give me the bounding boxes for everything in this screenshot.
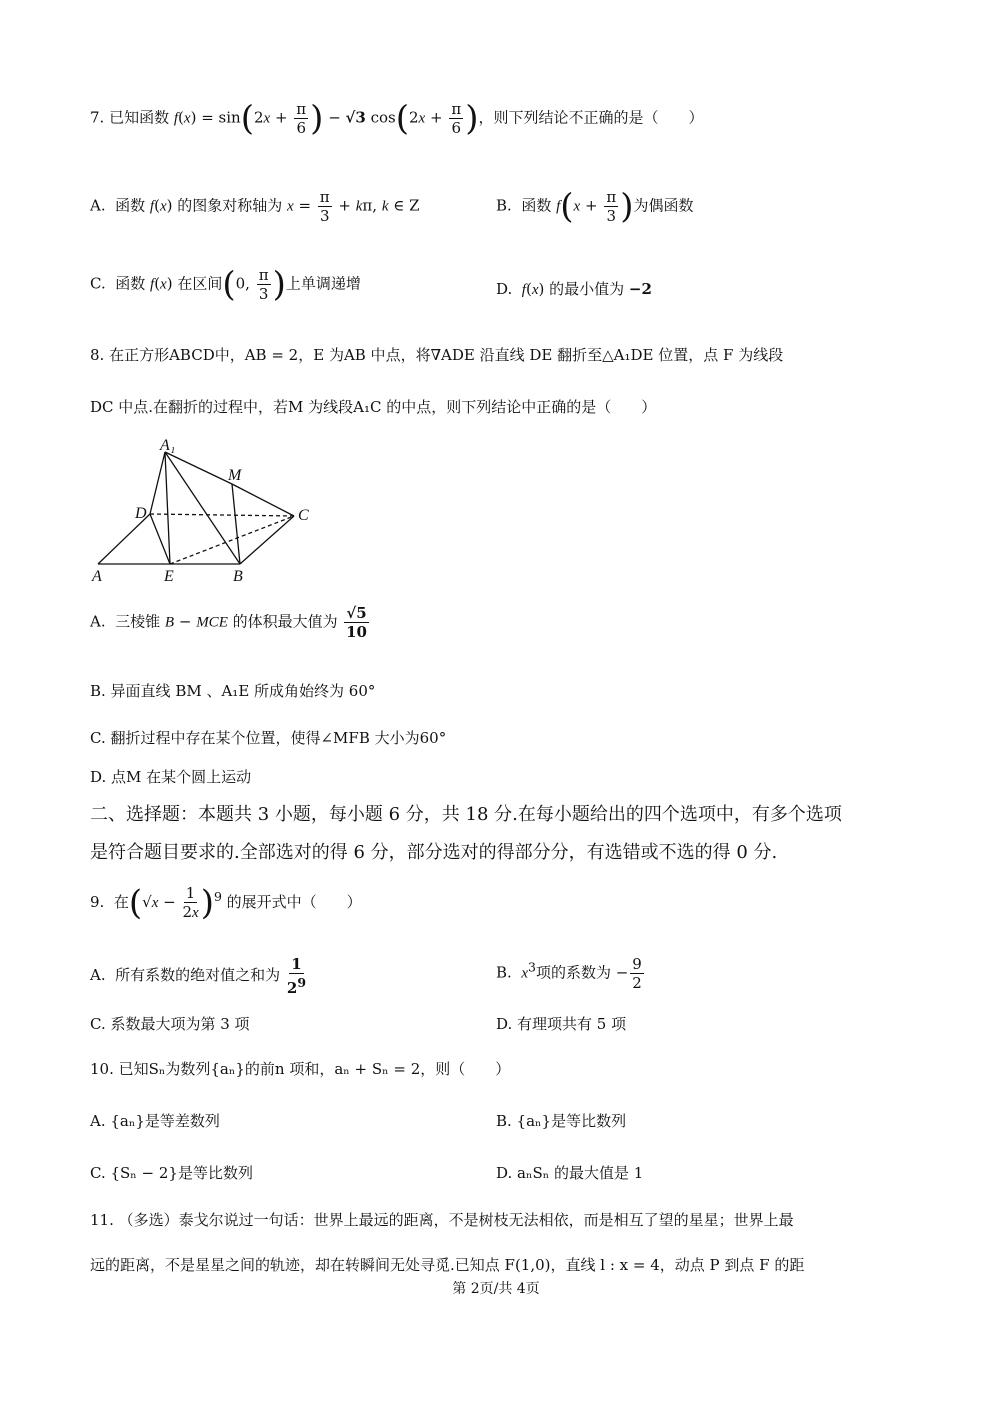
q9-option-c[interactable]: C. 系数最大项为第 3 项: [90, 1015, 250, 1033]
q10-option-c[interactable]: C. {Sₙ − 2}是等比数列: [90, 1164, 253, 1182]
section2-line1: 二、选择题：本题共 3 小题，每小题 6 分，共 18 分.在每小题给出的四个选项中，有多个选项: [90, 804, 842, 825]
q7-option-c[interactable]: C. 函数 f(x) 在区间(0, $\frac{\pi}{3}$ )上单调递增: [90, 264, 361, 305]
q7-option-a[interactable]: A. 函数 f(x) 的图象对称轴为 x = $\frac{\pi}{3}$ + kπ, k ∈ Z: [90, 188, 420, 225]
q9-option-a[interactable]: A. 所有系数的绝对值之和为 $\frac{1}{2^9}$: [90, 955, 307, 997]
q8-line1: 8. 在正方形ABCD中，AB = 2，E 为AB 中点，将∇ADE 沿直线 DE 翻折至△A₁DE 位置，点 F 为线段: [90, 346, 784, 364]
q7-stem-text: 7. 已知函数: [90, 108, 170, 127]
label-e: E: [164, 568, 174, 585]
q8-line2: DC 中点.在翻折的过程中，若M 为线段A₁C 的中点，则下列结论中正确的是（ ）: [90, 398, 657, 416]
label-d: D: [135, 505, 147, 522]
q10-option-b[interactable]: B. {aₙ}是等比数列: [496, 1112, 627, 1130]
q7-stem: 7. 已知函数 f(x) = sin(2x + $\frac{\pi}{6}$ ) − √3 cos(2x + $\frac{\pi}{6}$ )，则下列结论不正确的是（ ）: [90, 98, 704, 139]
q11-line1: 11. （多选）泰戈尔说过一句话：世界上最远的距离，不是树枝无法相依，而是相互了望的星星；世界上最: [90, 1211, 794, 1229]
label-a: A: [92, 568, 102, 585]
q9-option-d[interactable]: D. 有理项共有 5 项: [496, 1015, 627, 1033]
q11-line2: 远的距离，不是星星之间的轨迹，却在转瞬间无处寻觅.已知点 F(1,0)，直线 l : x = 4，动点 P 到点 F 的距: [90, 1256, 805, 1274]
label-c: C: [298, 507, 309, 524]
label-m: M: [228, 467, 242, 484]
q9-stem: 9. 在(√x − $\frac{1}{2x}$ )$^9$ 的展开式中（ ）: [90, 883, 362, 923]
page-footer: 第 2页/共 4页: [452, 1281, 540, 1297]
q7-option-b[interactable]: B. 函数 f(x + $\frac{\pi}{3}$ )为偶函数: [496, 186, 694, 227]
label-b: B: [233, 568, 243, 585]
label-a1: A₁: [160, 437, 176, 454]
q10-option-d[interactable]: D. aₙSₙ 的最大值是 1: [496, 1164, 644, 1182]
q8-figure: [90, 436, 320, 586]
q9-option-b[interactable]: B. $x^3$项的系数为 − $\frac{9}{2}$: [496, 955, 642, 992]
q8-option-c[interactable]: C. 翻折过程中存在某个位置，使得∠MFB 大小为60°: [90, 729, 447, 747]
q10-stem: 10. 已知Sₙ为数列{aₙ}的前n 项和，aₙ + Sₙ = 2，则（ ）: [90, 1060, 511, 1078]
q8-option-b[interactable]: B. 异面直线 BM 、A₁E 所成角始终为 60°: [90, 682, 376, 700]
section2-line2: 是符合题目要求的.全部选对的得 6 分，部分选对的得部分分，有选错或不选的得 0 分.: [90, 842, 778, 863]
q10-option-a[interactable]: A. {aₙ}是等差数列: [90, 1112, 220, 1130]
q8-option-a[interactable]: A. 三棱锥 B − MCE 的体积最大值为 $\frac{√5}{10}$: [90, 604, 367, 641]
q8-option-d[interactable]: D. 点M 在某个圆上运动: [90, 768, 252, 786]
q7-stem-suffix: ，则下列结论不正确的是（ ）: [478, 108, 704, 127]
q7-option-d[interactable]: D. f(x) 的最小值为 −2: [496, 280, 652, 298]
